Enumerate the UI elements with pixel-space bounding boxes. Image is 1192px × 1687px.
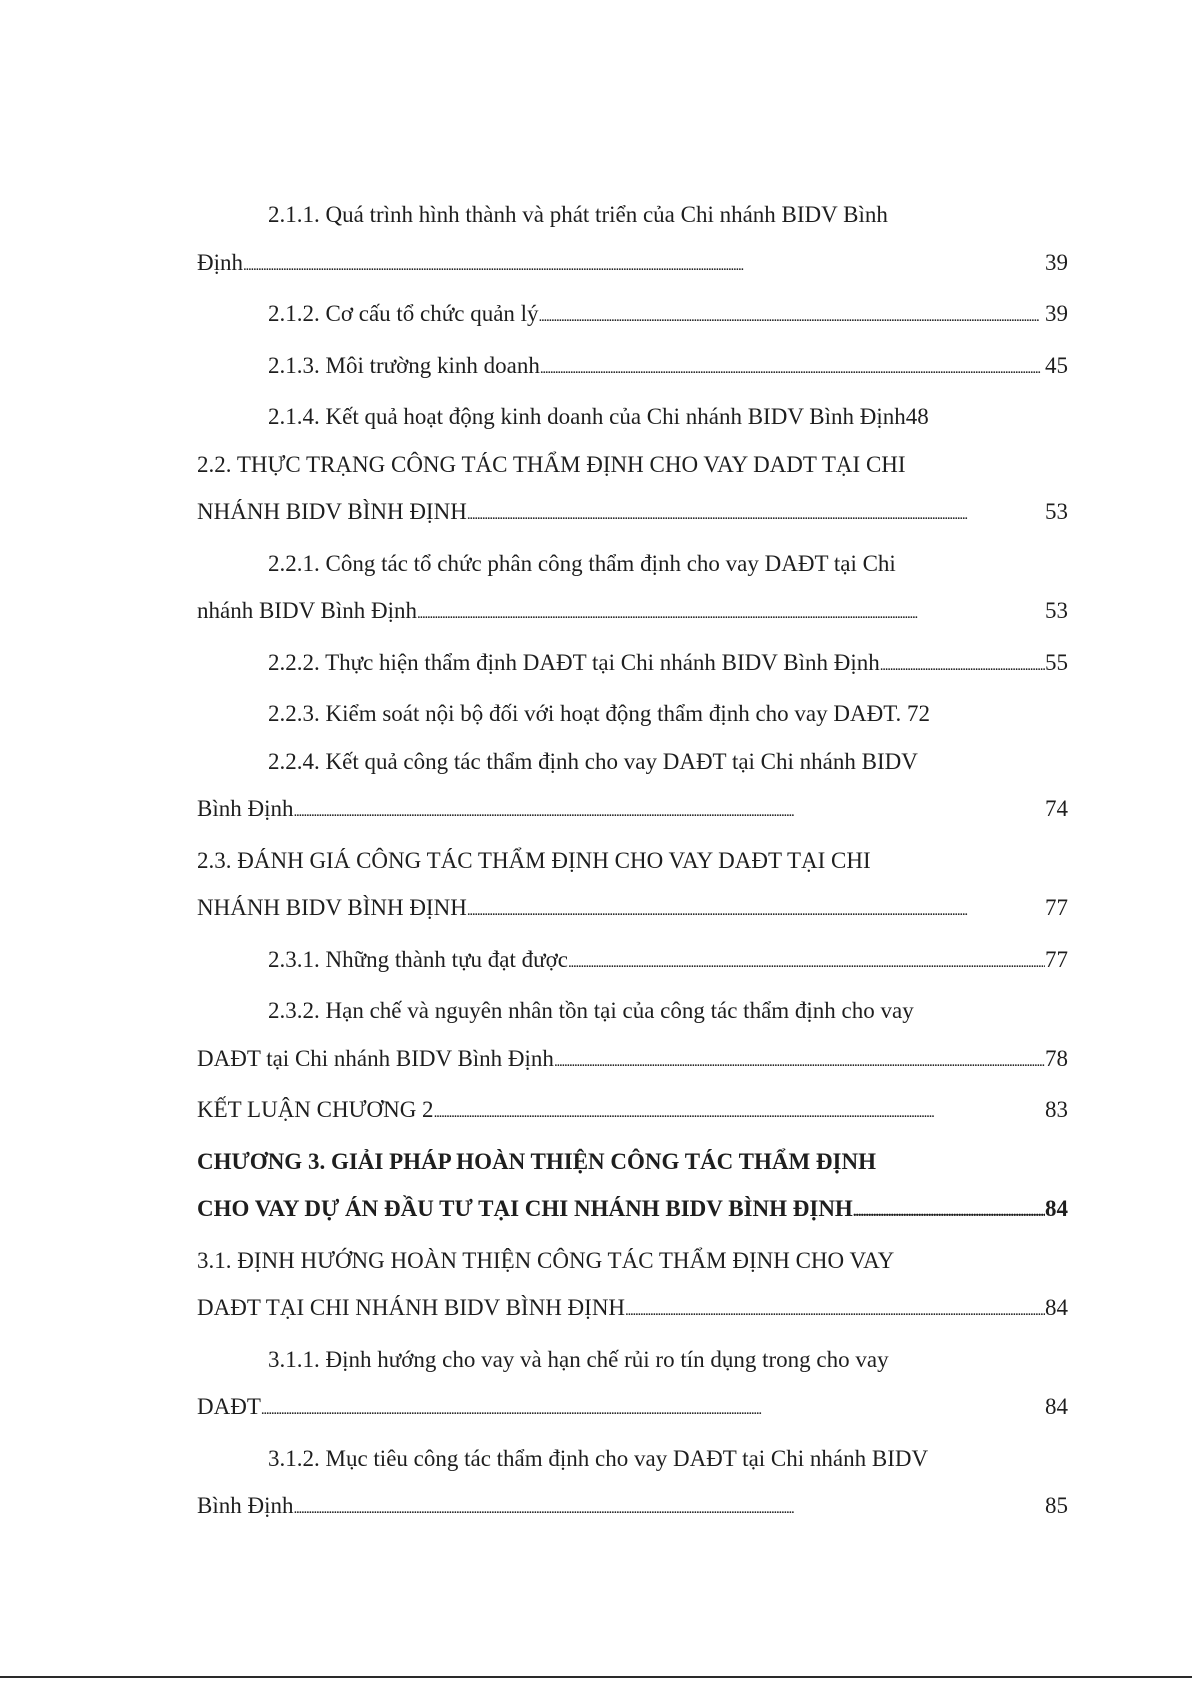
dot-leader	[293, 785, 1045, 837]
toc-entry-text: 2.1.3. Môi trường kinh doanh	[268, 352, 540, 378]
dot-leader	[467, 884, 1045, 936]
toc-entry-text: NHÁNH BIDV BÌNH ĐỊNH	[197, 499, 467, 524]
table-of-contents	[197, 191, 1068, 1534]
toc-entry-text: CHO VAY DỰ ÁN ĐẦU TƯ TẠI CHI NHÁNH BIDV BÌNH ĐỊNH	[197, 1196, 853, 1221]
page-number: 55	[1045, 649, 1068, 675]
page-number: 39	[1045, 301, 1068, 326]
toc-entry-2-3-2-title[interactable]: 2.3.2. Hạn chế và nguyên nhân tồn tại của công tác thẩm định cho vay	[268, 998, 914, 1023]
dot-leader	[243, 239, 1045, 291]
toc-entry-chuong-3[interactable]	[197, 1185, 1068, 1237]
page-number: 74	[1045, 796, 1068, 821]
toc-entry-3-1-1-title[interactable]: 3.1.1. Định hướng cho vay và hạn chế rủi ro tín dụng trong cho vay	[268, 1346, 889, 1372]
toc-entry-2-3-1[interactable]	[197, 936, 1068, 988]
toc-entry-2-2-title[interactable]: 2.2. THỰC TRẠNG CÔNG TÁC THẨM ĐỊNH CHO VAY DADT TẠI CHI	[197, 451, 906, 477]
toc-entry-text: DAĐT tại Chi nhánh BIDV Bình Định	[197, 1045, 554, 1071]
toc-entry-text: Định	[197, 249, 243, 275]
toc-entry-text: nhánh BIDV Bình Định	[197, 598, 417, 623]
toc-entry-2-1-1-title[interactable]: 2.1.1. Quá trình hình thành và phát triển của Chi nhánh BIDV Bình	[268, 202, 888, 227]
dot-leader	[853, 1185, 1045, 1237]
toc-entry-text: KẾT LUẬN CHƯƠNG 2	[197, 1097, 434, 1122]
toc-entry-2-2-1-title[interactable]: 2.2.1. Công tác tổ chức phân công thẩm định cho vay DAĐT tại Chi	[268, 550, 896, 576]
toc-entry-3-1-2[interactable]	[197, 1482, 1068, 1534]
dot-leader	[539, 290, 1045, 342]
toc-entry-2-3[interactable]	[197, 884, 1068, 936]
toc-entry-text: 2.1.4. Kết quả hoạt động kinh doanh của Chi nhánh BIDV Bình Định48	[268, 404, 929, 429]
toc-entry-text: 2.2.2. Thực hiện thẩm định DAĐT tại Chi nhánh BIDV Bình Định	[268, 649, 880, 675]
page-number: 53	[1045, 598, 1068, 623]
toc-entry-3-1-title[interactable]: 3.1. ĐỊNH HƯỚNG HOÀN THIỆN CÔNG TÁC THẨM ĐỊNH CHO VAY	[197, 1247, 895, 1273]
page-number: 78	[1045, 1045, 1068, 1071]
toc-entry-2-1-1[interactable]	[197, 239, 1068, 291]
toc-entry-2-1-4[interactable]	[197, 393, 1068, 441]
toc-entry-text: 2.2.3. Kiểm soát nội bộ đối với hoạt động thẩm định cho vay DAĐT. 72	[268, 701, 931, 726]
toc-entry-2-2-4[interactable]	[197, 785, 1068, 837]
dot-leader	[293, 1482, 1045, 1534]
dot-leader	[417, 587, 1045, 639]
dot-leader	[261, 1383, 1045, 1435]
toc-entry-3-1-2-title[interactable]: 3.1.2. Mục tiêu công tác thẩm định cho vay DAĐT tại Chi nhánh BIDV	[268, 1445, 929, 1471]
dot-leader	[434, 1086, 1045, 1138]
page-number: 77	[1045, 946, 1068, 972]
toc-entry-text: DAĐT	[197, 1394, 261, 1419]
toc-entry-3-1[interactable]	[197, 1284, 1068, 1336]
page-number: 39	[1045, 249, 1068, 275]
page-number: 45	[1045, 352, 1068, 378]
toc-entry-3-1-1[interactable]	[197, 1383, 1068, 1435]
toc-entry-ket-luan-chuong-2[interactable]	[197, 1086, 1068, 1138]
toc-entry-2-2-4-title[interactable]: 2.2.4. Kết quả công tác thẩm định cho vay DAĐT tại Chi nhánh BIDV	[268, 748, 918, 774]
toc-entry-text: DAĐT TẠI CHI NHÁNH BIDV BÌNH ĐỊNH	[197, 1295, 626, 1320]
page-number: 85	[1045, 1493, 1068, 1518]
dot-leader	[540, 342, 1045, 394]
dot-leader	[880, 639, 1045, 691]
toc-entry-text: NHÁNH BIDV BÌNH ĐỊNH	[197, 895, 467, 920]
page-number: 84	[1045, 1394, 1068, 1419]
toc-entry-2-2-3[interactable]	[197, 690, 1068, 738]
page-number: 84	[1045, 1196, 1068, 1221]
page-number: 84	[1045, 1295, 1068, 1320]
dot-leader	[568, 936, 1045, 988]
dot-leader	[625, 1284, 1045, 1336]
toc-entry-2-3-2[interactable]	[197, 1035, 1068, 1087]
toc-entry-text: 2.3.1. Những thành tựu đạt được	[268, 946, 568, 972]
page-bottom-edge	[0, 1676, 1192, 1687]
page-number: 77	[1045, 895, 1068, 920]
page-number: 53	[1045, 499, 1068, 524]
toc-entry-chuong-3-title[interactable]: CHƯƠNG 3. GIẢI PHÁP HOÀN THIỆN CÔNG TÁC THẨM ĐỊNH	[197, 1148, 876, 1174]
toc-entry-2-1-3[interactable]	[197, 342, 1068, 394]
toc-entry-2-3-title[interactable]: 2.3. ĐÁNH GIÁ CÔNG TÁC THẨM ĐỊNH CHO VAY DAĐT TẠI CHI	[197, 847, 871, 873]
dot-leader	[554, 1035, 1045, 1087]
toc-entry-text: Bình Định	[197, 796, 294, 821]
toc-entry-2-2-1[interactable]	[197, 587, 1068, 639]
dot-leader	[467, 488, 1045, 540]
toc-entry-2-2[interactable]	[197, 488, 1068, 540]
toc-entry-text: 2.1.2. Cơ cấu tổ chức quản lý	[268, 301, 539, 326]
toc-entry-text: Bình Định	[197, 1493, 294, 1518]
toc-entry-2-1-2[interactable]	[197, 290, 1068, 342]
page-number: 83	[1045, 1097, 1068, 1122]
toc-entry-2-2-2[interactable]	[197, 639, 1068, 691]
